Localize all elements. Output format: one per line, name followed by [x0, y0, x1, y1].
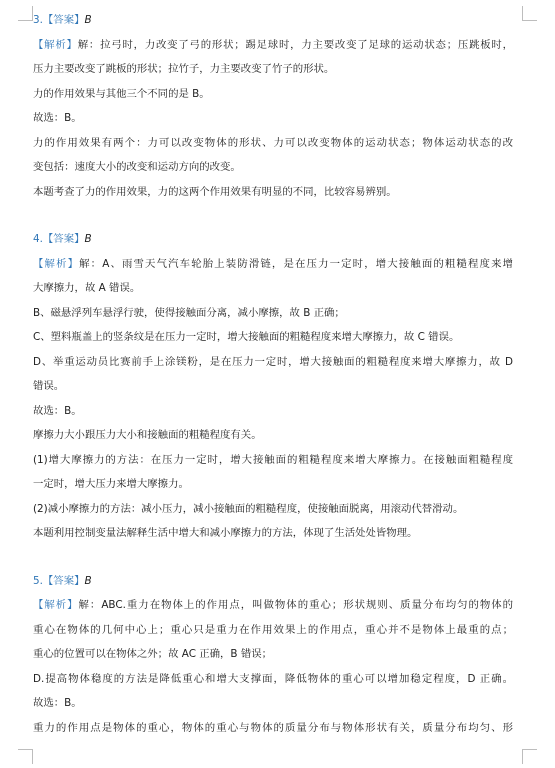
analysis-line: 压力主要改变了跳板的形状；拉竹子，力主要改变了竹子的形状。 [33, 63, 335, 75]
answer-heading [33, 569, 513, 594]
question-number: 5. [33, 574, 43, 587]
crop-mark-top-right [522, 6, 537, 21]
analysis-line: 重力的作用点是物体的重心，物体的重心与物体的质量分布与物体形状有关，质量分布均匀、形 [33, 721, 513, 734]
analysis-text: 解：ABC.重力在物体上的作用点，叫做物体的重心；形状规则、质量分布均匀的物体的 [78, 599, 513, 611]
analysis-line: 本题考查了力的作用效果，力的这两个作用效果有明显的不同，比较容易辨别。 [33, 185, 397, 198]
answer-heading [33, 227, 513, 252]
analysis-tag: 【解析】 [33, 599, 79, 611]
analysis-line: C、塑料瓶盖上的竖条纹是在压力一定时，增大接触面的粗糙程度来增大摩擦力，故 C 错误。 [33, 331, 460, 343]
analysis-line: 错误。 [33, 380, 65, 392]
question-number: 3. [33, 14, 43, 26]
analysis-line: 故选：B。 [33, 697, 82, 709]
analysis-text: 解：A、雨雪天气汽车轮胎上装防滑链，是在压力一定时，增大接触面的粗糙程度来增 [79, 257, 513, 270]
analysis-line: 重心的位置可以在物体之外；故 AC 正确，B 错误； [33, 648, 273, 660]
analysis-line: 变包括：速度大小的改变和运动方向的改变。 [33, 161, 241, 173]
analysis-line: D.提高物体稳度的方法是降低重心和增大支撑面，降低物体的重心可以增加稳定程度，D 正确。 [33, 672, 513, 685]
analysis-line: 本题利用控制变量法解释生活中增大和减小摩擦力的方法，体现了生活处处皆物理。 [33, 527, 418, 539]
section-gap [33, 546, 513, 569]
answer-value: B [84, 14, 92, 26]
analysis-text: 解：拉弓时，力改变了弓的形状；踢足球时，力主要改变了足球的运动状态；压跳板时， [77, 38, 513, 51]
question-number: 4. [33, 233, 43, 245]
analysis-line: 力的作用效果与其他三个不同的是 B。 [33, 87, 210, 100]
analysis-line: 摩擦力大小跟压力大小和接触面的粗糙程度有关。 [33, 429, 262, 441]
analysis-line: (2)减小摩擦力的方法：减小压力，减小接触面的粗糙程度，使接触面脱离，用滚动代替滑动。 [33, 502, 464, 515]
analysis-line: 大摩擦力，故 A 错误。 [33, 282, 141, 294]
answer-tag: 【答案】 [42, 574, 85, 587]
crop-mark-top-left [18, 6, 33, 21]
answer-heading [33, 8, 513, 33]
question-3 [33, 8, 513, 204]
analysis-line: D、举重运动员比赛前手上涂镁粉，是在压力一定时，增大接触面的粗糙程度来增大摩擦力，故 D [33, 355, 513, 368]
analysis-line: (1)增大摩擦力的方法：在压力一定时，增大接触面的粗糙程度来增大摩擦力。在接触面粗糙程度 [33, 453, 513, 466]
crop-mark-bottom-right [522, 749, 537, 764]
analysis-tag: 【解析】 [33, 38, 78, 51]
analysis-line [33, 33, 513, 58]
analysis-line [33, 593, 513, 618]
section-gap [33, 204, 513, 227]
analysis-line: 一定时，增大压力来增大摩擦力。 [33, 478, 189, 490]
analysis-line: B、磁悬浮列车悬浮行驶，使得接触面分离，减小摩擦，故 B 正确； [33, 306, 345, 319]
answer-tag: 【答案】 [42, 14, 85, 26]
analysis-tag: 【解析】 [33, 257, 80, 270]
crop-mark-bottom-left [18, 749, 33, 764]
answer-tag: 【答案】 [42, 233, 85, 245]
analysis-line [33, 252, 513, 277]
analysis-line: 力的作用效果有两个：力可以改变物体的形状、力可以改变物体的运动状态；物体运动状态的改 [33, 136, 513, 149]
analysis-line: 重心在物体的几何中心上；重心只是重力在作用效果上的作用点，重心并不是物体上最重的点； [33, 623, 513, 636]
answer-value: B [84, 574, 92, 587]
analysis-line: 故选：B。 [33, 112, 82, 124]
answer-content [33, 8, 513, 740]
analysis-line: 故选：B。 [33, 404, 82, 417]
question-4 [33, 227, 513, 546]
question-5 [33, 569, 513, 741]
answer-value: B [84, 233, 92, 245]
